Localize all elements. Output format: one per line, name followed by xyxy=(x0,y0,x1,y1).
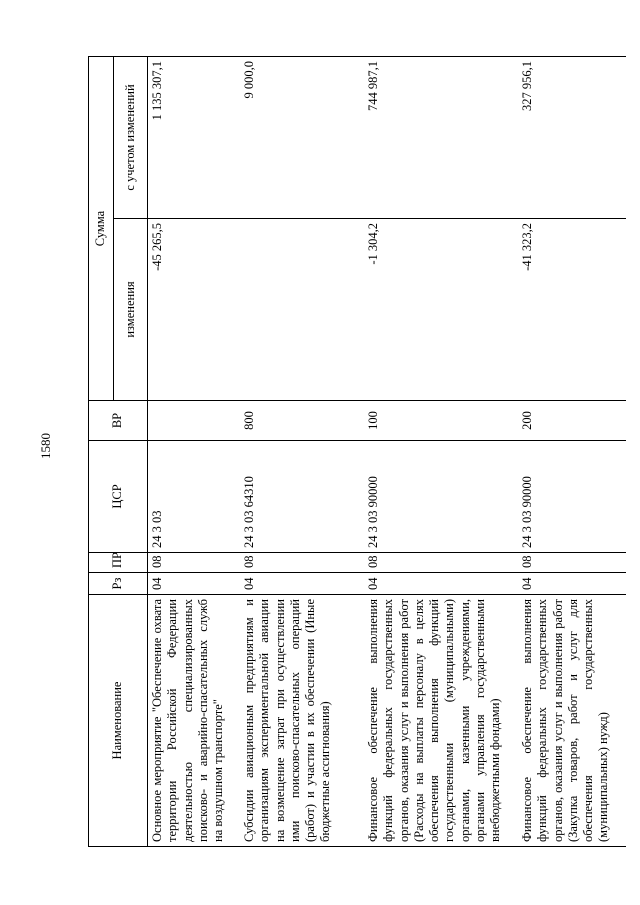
header-rz: Рз xyxy=(89,573,148,595)
header-with-changes: с учетом изменений xyxy=(114,57,148,219)
row-vr: 200 xyxy=(518,401,626,441)
row-pr: 08 xyxy=(364,553,518,573)
budget-table-wrapper xyxy=(88,57,611,847)
row-pr: 08 xyxy=(148,553,241,573)
table-row xyxy=(518,57,626,847)
row-pr: 08 xyxy=(240,553,364,573)
row-changes xyxy=(240,219,364,401)
row-csr: 24 3 03 xyxy=(148,441,241,553)
table-row xyxy=(240,57,364,847)
page-number: 1580 xyxy=(38,433,53,459)
row-rz: 04 xyxy=(148,573,241,595)
row-total: 744 987,1 xyxy=(364,57,518,219)
row-vr xyxy=(148,401,241,441)
header-row xyxy=(89,57,114,847)
row-rz: 04 xyxy=(240,573,364,595)
row-csr: 24 3 03 64310 xyxy=(240,441,364,553)
header-name: Наименование xyxy=(89,595,148,847)
header-vr: ВР xyxy=(89,401,148,441)
row-vr: 800 xyxy=(240,401,364,441)
header-sum: Сумма xyxy=(89,57,114,401)
header-csr: ЦСР xyxy=(89,441,148,553)
row-changes: -1 304,2 xyxy=(364,219,518,401)
table-row xyxy=(148,57,241,847)
header-changes: изменения xyxy=(114,219,148,401)
row-rz: 04 xyxy=(518,573,626,595)
header-pr: ПР xyxy=(89,553,148,573)
row-csr: 24 3 03 90000 xyxy=(518,441,626,553)
row-total: 9 000,0 xyxy=(240,57,364,219)
row-rz: 04 xyxy=(364,573,518,595)
row-csr: 24 3 03 90000 xyxy=(364,441,518,553)
table-row xyxy=(364,57,518,847)
row-name: Основное мероприятие "Обеспечение охвата территории Российской Федерации деятельностью специализированных поисково- и аварийно-спасательных служб на воздушном транспорте" xyxy=(148,595,241,847)
row-name: Финансовое обеспечение выполнения функций федеральных государственных органов, оказания услуг и выполнения работ (Закупка товаров, работ и услуг для обеспечения государственных (муниципальных) нужд) xyxy=(518,595,626,847)
row-total: 327 956,1 xyxy=(518,57,626,219)
row-changes: -41 323,2 xyxy=(518,219,626,401)
row-vr: 100 xyxy=(364,401,518,441)
row-pr: 08 xyxy=(518,553,626,573)
row-name: Финансовое обеспечение выполнения функций федеральных государственных органов, оказания услуг и выполнения работ (Расходы на выплаты персоналу в целях обеспечения выполнения функций государственными (муниципальными) органами, казенными учреждениями, органами управления государственными внебюджетными фондами) xyxy=(364,595,518,847)
row-changes: -45 265,5 xyxy=(148,219,241,401)
budget-table xyxy=(88,56,626,847)
row-total: 1 135 307,1 xyxy=(148,57,241,219)
row-name: Субсидии авиационным предприятиям и организациям экспериментальной авиации на возмещение затрат при осуществлении ими поисково-спасательных операций (работ) и участии в их обеспечении (Иные бюджетные ассигнования) xyxy=(240,595,364,847)
